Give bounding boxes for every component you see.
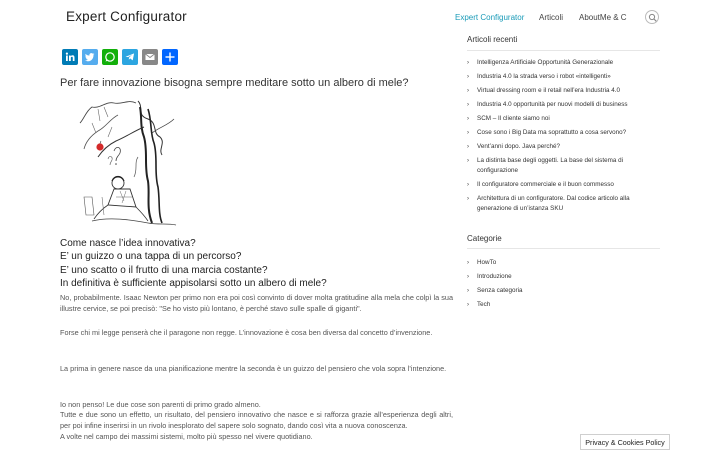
category-link[interactable]: › Senza categoria [467,287,523,294]
chevron-right-icon: › [467,60,469,66]
email-share-button[interactable] [142,49,158,65]
post-question: In definitiva è sufficiente appisolarsi sotto un albero di mele? [60,278,327,289]
recent-articles-heading: Articoli recenti [467,35,518,44]
twitter-share-button[interactable] [82,49,98,65]
recent-article-link[interactable]: › SCM – Il cliente siamo noi [467,115,550,122]
recent-article-link[interactable]: › Il configuratore commerciale e il buon commesso [467,181,614,188]
chevron-right-icon: › [467,158,469,164]
post-title: Per fare innovazione bisogna sempre meditare sotto un albero di mele? [60,77,409,89]
linkedin-share-button[interactable] [62,49,78,65]
whatsapp-share-button[interactable] [102,49,118,65]
nav-articoli[interactable]: Articoli [539,13,564,22]
linkedin-icon [64,51,76,63]
email-icon [144,51,156,63]
post-question: Come nasce l’idea innovativa? [60,238,196,249]
post-paragraph: La prima in genere nasce da una pianificazione mentre la seconda è un guizzo del pensiero che vola sopra l’intenzione. [60,364,447,373]
chevron-right-icon: › [467,102,469,108]
recent-article-link[interactable]: › Cose sono i Big Data ma soprattutto a cosa servono? [467,129,627,136]
apple-tree-illustration [78,97,178,229]
recent-article-link[interactable]: › Intelligenza Artificiale Opportunità Generazionale [467,59,614,66]
chevron-right-icon: › [467,260,469,266]
twitter-icon [84,51,96,63]
generic-share-button[interactable] [162,49,178,65]
chevron-right-icon: › [467,274,469,280]
category-link[interactable]: › HowTo [467,259,497,266]
post-question: E’ uno scatto o il frutto di una marcia costante? [60,265,268,276]
chevron-right-icon: › [467,182,469,188]
chevron-right-icon: › [467,144,469,150]
recent-article-link[interactable]: › Industria 4.0 la strada verso i robot «intelligenti» [467,73,611,80]
telegram-share-button[interactable] [122,49,138,65]
post-paragraph: Tutte e due sono un effetto, un risultato, del pensiero innovativo che nasce e si rafforza grazie all’esperienza degli altri, per poi infine inserirsi in un rivolo inesplorato del sapere solo sognato, dando così vita a nuova conoscenza. [60,410,453,430]
categories-heading: Categorie [467,234,502,243]
top-header [0,0,720,36]
chevron-right-icon: › [467,116,469,122]
post-paragraph: Io non penso! Le due cose son parenti di primo grado almeno. [60,400,261,409]
divider [467,50,660,51]
nav-expert-configurator[interactable]: Expert Configurator [455,13,525,22]
category-link[interactable]: › Tech [467,301,491,308]
recent-article-link[interactable]: › Architettura di un configuratore. Dal codice articolo alla generazione di un’istanza SKU [467,195,630,212]
post-paragraph: A volte nel campo dei massimi sistemi, molto più spesso nel vivere quotidiano. [60,432,313,441]
search-icon [648,13,658,23]
share-icon [164,51,176,63]
category-link[interactable]: › Introduzione [467,273,512,280]
telegram-icon [124,51,136,63]
recent-article-link[interactable]: › Industria 4.0 opportunità per nuovi modelli di business [467,101,628,108]
chevron-right-icon: › [467,88,469,94]
whatsapp-icon [104,51,116,63]
recent-article-link[interactable]: › Vent’anni dopo. Java perché? [467,143,560,150]
chevron-right-icon: › [467,196,469,202]
search-button[interactable] [645,10,659,24]
chevron-right-icon: › [467,288,469,294]
chevron-right-icon: › [467,302,469,308]
recent-article-link[interactable]: › La distinta base degli oggetti. La base del sistema di configurazione [467,157,623,174]
nav-aboutme[interactable]: AboutMe & C [579,13,627,22]
privacy-cookies-button[interactable]: Privacy & Cookies Policy [580,434,670,450]
recent-article-link[interactable]: › Virtual dressing room e il retail nell’era Industria 4.0 [467,87,621,94]
site-title[interactable]: Expert Configurator [66,9,187,24]
post-question: E’ un guizzo o una tappa di un percorso? [60,251,242,262]
chevron-right-icon: › [467,130,469,136]
post-paragraph: No, probabilmente. Isaac Newton per primo non era poi così convinto di dover molta gratitudine alla mela che colpì la sua illustre cervice, se poi precisò: "Se ho visto più lontano, è perché stavo sulle spalle di giganti". [60,293,453,313]
chevron-right-icon: › [467,74,469,80]
post-paragraph: Forse chi mi legge penserà che il paragone non regge. L’innovazione è cosa ben diversa dal concetto d’invenzione. [60,328,433,337]
divider [467,248,660,249]
